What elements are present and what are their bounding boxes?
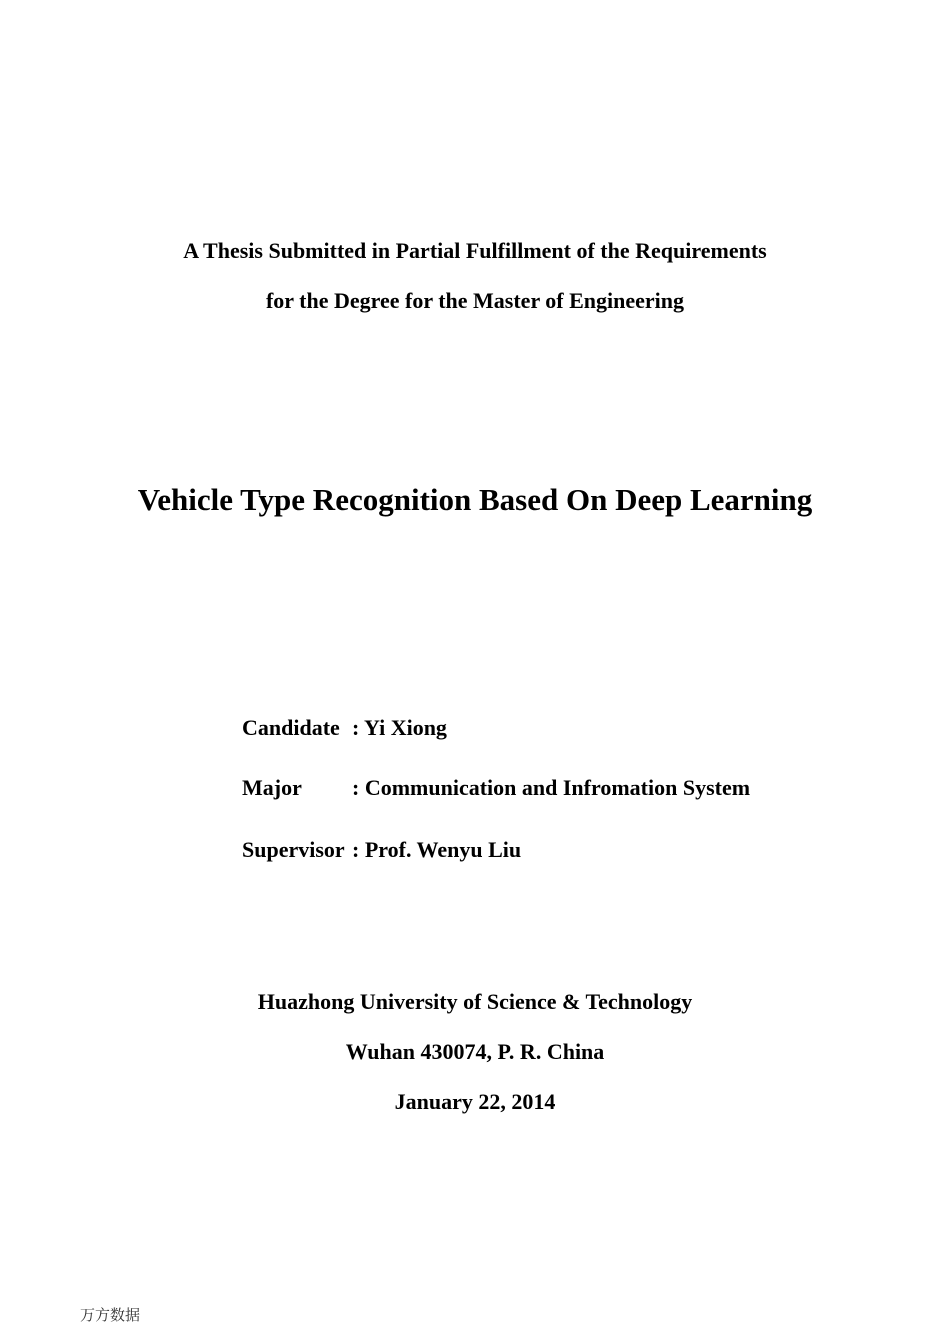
watermark: 万方数据 (80, 1306, 141, 1324)
degree-statement-line-1: A Thesis Submitted in Partial Fulfillment of the Requirements (183, 238, 767, 263)
degree-statement-line-2: for the Degree for the Master of Engineering (265, 288, 685, 313)
candidate-label: Candidate (242, 715, 340, 740)
thesis-date: January 22, 2014 (394, 1089, 556, 1114)
university-name: Huazhong University of Science & Technology (257, 989, 693, 1014)
major-row (242, 775, 750, 801)
supervisor-label: Supervisor (242, 837, 345, 862)
major-label: Major (242, 775, 302, 800)
university-address: Wuhan 430074, P. R. China (345, 1039, 605, 1064)
major-value: : Communication and Infromation System (352, 775, 751, 800)
supervisor-row (242, 837, 521, 863)
supervisor-value: : Prof. Wenyu Liu (352, 837, 522, 862)
candidate-value: : Yi Xiong (352, 715, 447, 740)
candidate-row (242, 715, 447, 741)
thesis-title: Vehicle Type Recognition Based On Deep Learning (137, 482, 813, 517)
